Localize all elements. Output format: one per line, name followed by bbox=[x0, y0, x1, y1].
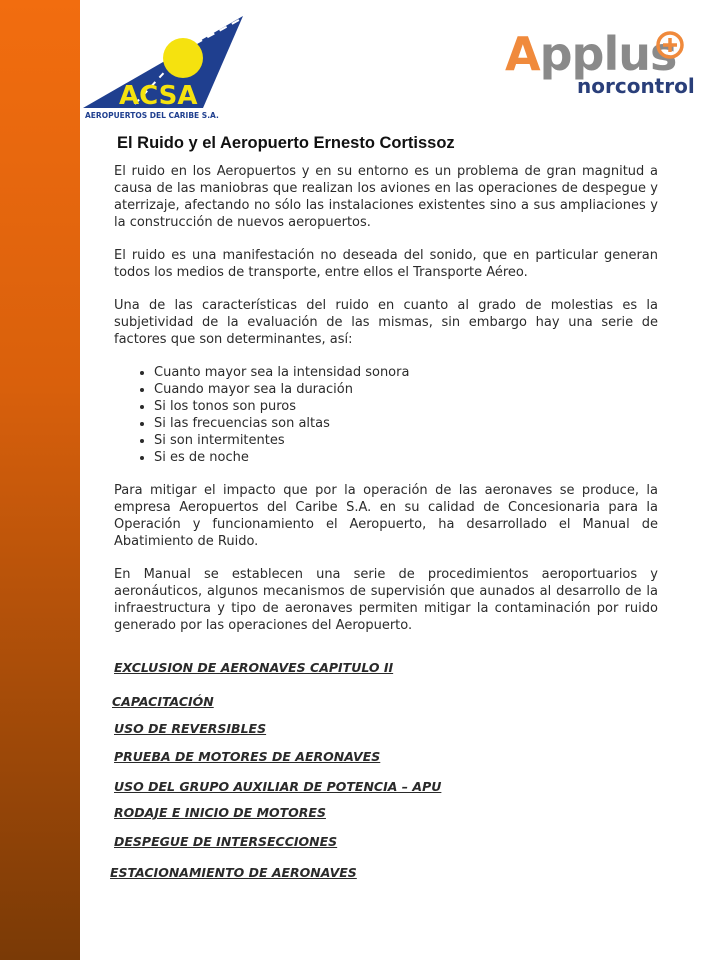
paragraph: El ruido es una manifestación no deseada del sonido, que en particular generan todos los medios de transporte, entre ellos el Transporte Aéreo. bbox=[114, 248, 658, 280]
acsa-logo bbox=[83, 14, 245, 120]
plus-icon bbox=[655, 30, 685, 60]
paragraph: Una de las características del ruido en cuanto al grado de molestias es la subjetividad de la evaluación de las mismas, sin embargo hay una serie de factores que son determinantes, así: bbox=[114, 298, 658, 347]
link-despegue-intersecciones[interactable]: DESPEGUE DE INTERSECCIONES bbox=[114, 834, 338, 849]
link-grupo-auxiliar-apu[interactable]: USO DEL GRUPO AUXILIAR DE POTENCIA – APU bbox=[114, 779, 442, 794]
orange-sidebar bbox=[0, 0, 80, 960]
list-item: • Si son intermitentes bbox=[154, 432, 658, 449]
paragraph: En Manual se establecen una serie de procedimientos aeroportuarios y aeronáuticos, algunos mecanismos de supervisión que aunados al desarrollo de la infraestructura y tipo de aeronaves permiten mitigar la contaminación por ruido generado por las operaciones del Aeropuerto. bbox=[114, 567, 658, 633]
paragraph: El ruido en los Aeropuertos y en su entorno es un problema de gran magnitud a causa de las maniobras que realizan los aviones en las operaciones de despegue y aterrizaje, afectando no sólo las instalaciones existentes sino a sus ampliaciones y la construcción de nuevos aeropuertos. bbox=[114, 164, 658, 230]
list-item: • Si los tonos son puros bbox=[154, 398, 658, 415]
link-estacionamiento-aeronaves[interactable]: ESTACIONAMIENTO DE AERONAVES bbox=[110, 865, 357, 880]
link-uso-reversibles[interactable]: USO DE REVERSIBLES bbox=[114, 721, 267, 736]
link-exclusion-aeronaves[interactable]: EXCLUSION DE AERONAVES CAPITULO II bbox=[114, 660, 394, 675]
factors-list bbox=[114, 364, 658, 466]
list-item: • Cuanto mayor sea la intensidad sonora bbox=[154, 364, 658, 381]
norcontrol-wordmark: norcontrol bbox=[577, 74, 695, 98]
link-rodaje-inicio-motores[interactable]: RODAJE E INICIO DE MOTORES bbox=[114, 805, 326, 820]
acsa-logo-subtitle: AEROPUERTOS DEL CARIBE S.A. bbox=[85, 111, 219, 120]
acsa-logo-text: ACSA bbox=[119, 81, 198, 111]
applus-norcontrol-logo bbox=[505, 27, 695, 100]
list-item: • Si es de noche bbox=[154, 449, 658, 466]
page-title: El Ruido y el Aeropuerto Ernesto Cortissoz bbox=[117, 134, 455, 152]
link-capacitacion[interactable]: CAPACITACIÓN bbox=[112, 694, 214, 709]
link-prueba-motores[interactable]: PRUEBA DE MOTORES DE AERONAVES bbox=[114, 749, 381, 764]
list-item: • Cuando mayor sea la duración bbox=[154, 381, 658, 398]
applus-wordmark: Applus bbox=[505, 27, 677, 81]
article-body bbox=[114, 163, 658, 650]
paragraph: Para mitigar el impacto que por la operación de las aeronaves se produce, la empresa Aeropuertos del Caribe S.A. en su calidad de Concesionaria para la Operación y funcionamiento el Aeropuerto, ha desarrollado el Manual de Abatimiento de Ruido. bbox=[114, 483, 658, 549]
list-item: • Si las frecuencias son altas bbox=[154, 415, 658, 432]
